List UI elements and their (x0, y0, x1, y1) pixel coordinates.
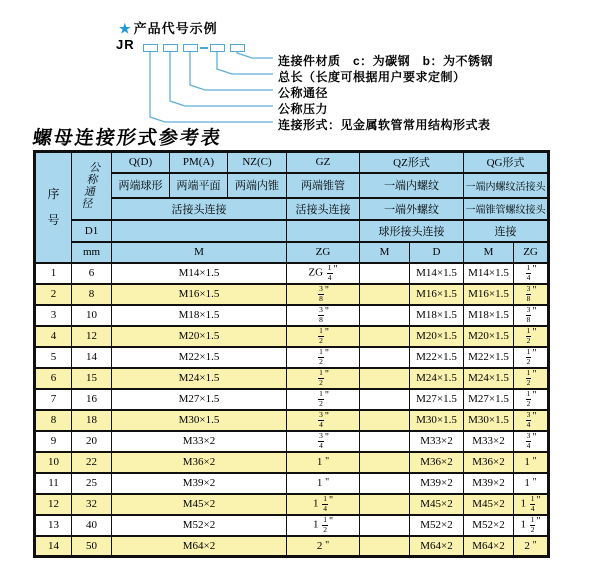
cell-qz-m (360, 410, 410, 431)
cell-seq: 9 (35, 431, 72, 452)
cell-qg-m: M64×2 (464, 536, 514, 557)
fraction: $\frac{1}{4}$ (323, 494, 327, 513)
cell-m: M36×2 (112, 452, 287, 473)
cell-m: M16×1.5 (112, 284, 287, 305)
star-icon: ★ (119, 21, 132, 36)
code-prefix: JR (116, 37, 135, 52)
header-seq: 序 号 (35, 152, 72, 263)
cell-seq: 8 (35, 410, 72, 431)
fraction: $\frac{1}{2}$ (526, 389, 531, 408)
cell-qz-m (360, 515, 410, 536)
header-qpn-conn: 活接头连接 (112, 198, 287, 220)
table-row (35, 368, 549, 389)
table-row (35, 473, 549, 494)
diagram-heading (119, 18, 218, 37)
cell-qg-zg: 1 " (514, 473, 549, 494)
header-empty-qpn (112, 220, 287, 242)
table-row (35, 284, 549, 305)
cell-gz-zg: $\frac{3}{4}$ " (287, 410, 360, 431)
cell-gz-zg: $\frac{1}{2}$ " (287, 389, 360, 410)
cell-gz-zg: $\frac{1}{2}$ " (287, 347, 360, 368)
cell-qg-m: M33×2 (464, 431, 514, 452)
diagram-heading-text: 产品代号示例 (133, 21, 218, 36)
cell-gz-zg: $\frac{1}{2}$ " (287, 368, 360, 389)
cell-qz-d: M52×2 (410, 515, 464, 536)
fraction: $\frac{3}{4}$ (526, 431, 531, 450)
cell-qz-m (360, 494, 410, 515)
cell-qz-d: M20×1.5 (410, 326, 464, 347)
code-box-1 (143, 44, 158, 52)
label-material: 连接件材质 c：为碳钢 b：为不锈钢 (278, 54, 494, 68)
cell-dn: 25 (72, 473, 112, 494)
cell-qg-m: M27×1.5 (464, 389, 514, 410)
cell-qz-m (360, 452, 410, 473)
cell-dn: 20 (72, 431, 112, 452)
cell-gz-zg: ZG $\frac{1}{4}$ " (287, 263, 360, 284)
fraction: $\frac{1}{2}$ (526, 368, 531, 387)
cell-qg-zg: 1 $\frac{1}{2}$ " (514, 515, 549, 536)
fraction: $\frac{1}{4}$ (526, 263, 531, 282)
cell-gz-zg: 2 " (287, 536, 360, 557)
header-qz-conn: 球形接头连接 (360, 220, 464, 242)
cell-qz-m (360, 536, 410, 557)
table-row (35, 494, 549, 515)
header-q-desc: 两端球形 (112, 173, 170, 198)
cell-m: M33×2 (112, 431, 287, 452)
header-qg-conn: 连接 (464, 220, 549, 242)
fraction: $\frac{1}{2}$ (323, 515, 327, 534)
cell-qg-zg: 1 $\frac{1}{4}$ " (514, 494, 549, 515)
cell-seq: 12 (35, 494, 72, 515)
cell-qg-zg: 1 " (514, 452, 549, 473)
cell-dn: 22 (72, 452, 112, 473)
code-box-3 (183, 44, 198, 52)
label-diameter: 公称通径 (278, 86, 329, 100)
cell-qg-zg: $\frac{1}{2}$ " (514, 389, 549, 410)
cell-qz-d: M24×1.5 (410, 368, 464, 389)
header-nz-desc: 两端内锥 (228, 173, 287, 198)
table-row (35, 389, 549, 410)
cell-m: M30×1.5 (112, 410, 287, 431)
cell-gz-zg: 1 $\frac{1}{2}$ " (287, 515, 360, 536)
cell-qz-m (360, 389, 410, 410)
cell-dn: 15 (72, 368, 112, 389)
cell-gz-zg: $\frac{3}{8}$ " (287, 305, 360, 326)
label-connection: 连接形式：见金属软管常用结构形式表 (278, 118, 491, 132)
cell-qg-m: M45×2 (464, 494, 514, 515)
cell-qz-m (360, 284, 410, 305)
header-dn: 公 称 通 径 (72, 152, 112, 220)
cell-qz-d: M64×2 (410, 536, 464, 557)
header-col-gz: GZ (287, 152, 360, 173)
cell-qg-m: M39×2 (464, 473, 514, 494)
cell-m: M20×1.5 (112, 326, 287, 347)
fraction: $\frac{1}{2}$ (319, 368, 323, 387)
cell-seq: 13 (35, 515, 72, 536)
cell-m: M24×1.5 (112, 368, 287, 389)
cell-seq: 5 (35, 347, 72, 368)
table-row (35, 305, 549, 326)
fraction: $\frac{1}{2}$ (319, 389, 323, 408)
cell-qz-d: M22×1.5 (410, 347, 464, 368)
code-box-2 (163, 44, 178, 52)
code-dash (200, 47, 208, 49)
table-title: 螺母连接形式参考表 (31, 128, 224, 149)
cell-qg-m: M30×1.5 (464, 410, 514, 431)
fraction: $\frac{1}{2}$ (530, 515, 535, 534)
header-col-nz: NZ(C) (228, 152, 287, 173)
table-row (35, 536, 549, 557)
cell-qg-zg: $\frac{3}{4}$ " (514, 431, 549, 452)
table-row (35, 431, 549, 452)
fraction: $\frac{1}{4}$ (530, 494, 535, 513)
cell-qz-m (360, 473, 410, 494)
cell-m: M64×2 (112, 536, 287, 557)
fraction: $\frac{1}{2}$ (526, 326, 531, 345)
table-row (35, 347, 549, 368)
cell-qg-zg: $\frac{3}{4}$ " (514, 410, 549, 431)
header-qg-desc2: 一端锥管螺纹接头 (464, 198, 549, 220)
cell-gz-zg: $\frac{3}{8}$ " (287, 284, 360, 305)
cell-seq: 14 (35, 536, 72, 557)
header-col-pm: PM(A) (170, 152, 228, 173)
cell-dn: 8 (72, 284, 112, 305)
cell-qz-m (360, 263, 410, 284)
cell-m: M39×2 (112, 473, 287, 494)
cell-qz-m (360, 347, 410, 368)
cell-seq: 3 (35, 305, 72, 326)
fraction: $\frac{1}{4}$ (327, 263, 332, 282)
cell-dn: 10 (72, 305, 112, 326)
code-box-5 (230, 44, 245, 52)
cell-seq: 10 (35, 452, 72, 473)
fraction: $\frac{3}{8}$ (319, 305, 323, 324)
cell-qg-zg: 2 " (514, 536, 549, 557)
cell-qg-m: M52×2 (464, 515, 514, 536)
header-qz-desc1: 一端内螺纹 (360, 173, 464, 198)
cell-dn: 32 (72, 494, 112, 515)
header-unit-gz-zg: ZG (287, 242, 360, 263)
cell-m: M27×1.5 (112, 389, 287, 410)
cell-qg-m: M36×2 (464, 452, 514, 473)
cell-qg-m: M24×1.5 (464, 368, 514, 389)
cell-gz-zg: 1 " (287, 473, 360, 494)
cell-dn: 50 (72, 536, 112, 557)
label-pressure: 公称压力 (278, 102, 329, 116)
cell-dn: 14 (72, 347, 112, 368)
cell-qg-zg: $\frac{3}{8}$ " (514, 284, 549, 305)
header-col-q: Q(D) (112, 152, 170, 173)
code-box-4 (210, 44, 225, 52)
table-row (35, 452, 549, 473)
cell-qz-d: M18×1.5 (410, 305, 464, 326)
nut-connection-table (33, 150, 550, 558)
fraction: $\frac{1}{2}$ (319, 326, 323, 345)
header-mm: mm (72, 242, 112, 263)
header-qg-desc1: 一端内螺纹活接头 (464, 173, 549, 198)
cell-dn: 12 (72, 326, 112, 347)
cell-m: M45×2 (112, 494, 287, 515)
cell-qz-m (360, 431, 410, 452)
cell-dn: 6 (72, 263, 112, 284)
cell-qz-m (360, 368, 410, 389)
cell-qg-zg: $\frac{1}{4}$ " (514, 263, 549, 284)
cell-seq: 4 (35, 326, 72, 347)
header-d1: D1 (72, 220, 112, 242)
header-gz-conn: 活接头连接 (287, 198, 360, 220)
cell-qz-d: M16×1.5 (410, 284, 464, 305)
header-col-qg: QG形式 (464, 152, 549, 173)
fraction: $\frac{3}{8}$ (526, 305, 531, 324)
cell-gz-zg: 1 " (287, 452, 360, 473)
header-unit-qz-m: M (360, 242, 410, 263)
table-row (35, 326, 549, 347)
header-unit-qg-m: M (464, 242, 514, 263)
cell-qg-m: M22×1.5 (464, 347, 514, 368)
fraction: $\frac{3}{8}$ (526, 284, 531, 303)
cell-seq: 2 (35, 284, 72, 305)
fraction: $\frac{3}{4}$ (319, 410, 323, 429)
fraction: $\frac{3}{4}$ (319, 431, 323, 450)
cell-seq: 11 (35, 473, 72, 494)
cell-qz-d: M27×1.5 (410, 389, 464, 410)
fraction: $\frac{3}{8}$ (319, 284, 323, 303)
header-unit-m: M (112, 242, 287, 263)
cell-qz-d: M30×1.5 (410, 410, 464, 431)
fraction: $\frac{1}{2}$ (526, 347, 531, 366)
cell-qz-m (360, 305, 410, 326)
cell-dn: 40 (72, 515, 112, 536)
cell-seq: 7 (35, 389, 72, 410)
header-gz-desc: 两端锥管 (287, 173, 360, 198)
cell-qg-m: M16×1.5 (464, 284, 514, 305)
header-qz-desc2: 一端外螺纹 (360, 198, 464, 220)
label-length: 总长（长度可根据用户要求定制） (278, 70, 466, 84)
cell-qz-m (360, 326, 410, 347)
cell-qz-d: M45×2 (410, 494, 464, 515)
cell-qz-d: M36×2 (410, 452, 464, 473)
cell-qg-zg: $\frac{1}{2}$ " (514, 326, 549, 347)
header-col-qz: QZ形式 (360, 152, 464, 173)
cell-qg-m: M14×1.5 (464, 263, 514, 284)
cell-dn: 16 (72, 389, 112, 410)
cell-m: M52×2 (112, 515, 287, 536)
cell-gz-zg: 1 $\frac{1}{4}$ " (287, 494, 360, 515)
cell-qz-d: M33×2 (410, 431, 464, 452)
cell-qg-zg: $\frac{3}{8}$ " (514, 305, 549, 326)
cell-m: M22×1.5 (112, 347, 287, 368)
cell-qz-d: M39×2 (410, 473, 464, 494)
table-row (35, 515, 549, 536)
header-empty-gz (287, 220, 360, 242)
table-row (35, 410, 549, 431)
header-pm-desc: 两端平面 (170, 173, 228, 198)
cell-m: M18×1.5 (112, 305, 287, 326)
cell-qg-m: M20×1.5 (464, 326, 514, 347)
cell-qg-zg: $\frac{1}{2}$ " (514, 347, 549, 368)
cell-dn: 18 (72, 410, 112, 431)
table-row (35, 263, 549, 284)
cell-m: M14×1.5 (112, 263, 287, 284)
fraction: $\frac{1}{2}$ (319, 347, 323, 366)
cell-qg-m: M18×1.5 (464, 305, 514, 326)
cell-gz-zg: $\frac{1}{2}$ " (287, 326, 360, 347)
header-unit-qz-d: D (410, 242, 464, 263)
cell-qg-zg: $\frac{1}{2}$ " (514, 368, 549, 389)
cell-qz-d: M14×1.5 (410, 263, 464, 284)
cell-seq: 6 (35, 368, 72, 389)
cell-seq: 1 (35, 263, 72, 284)
fraction: $\frac{3}{4}$ (526, 410, 531, 429)
header-unit-qg-zg: ZG (514, 242, 549, 263)
cell-gz-zg: $\frac{3}{4}$ " (287, 431, 360, 452)
